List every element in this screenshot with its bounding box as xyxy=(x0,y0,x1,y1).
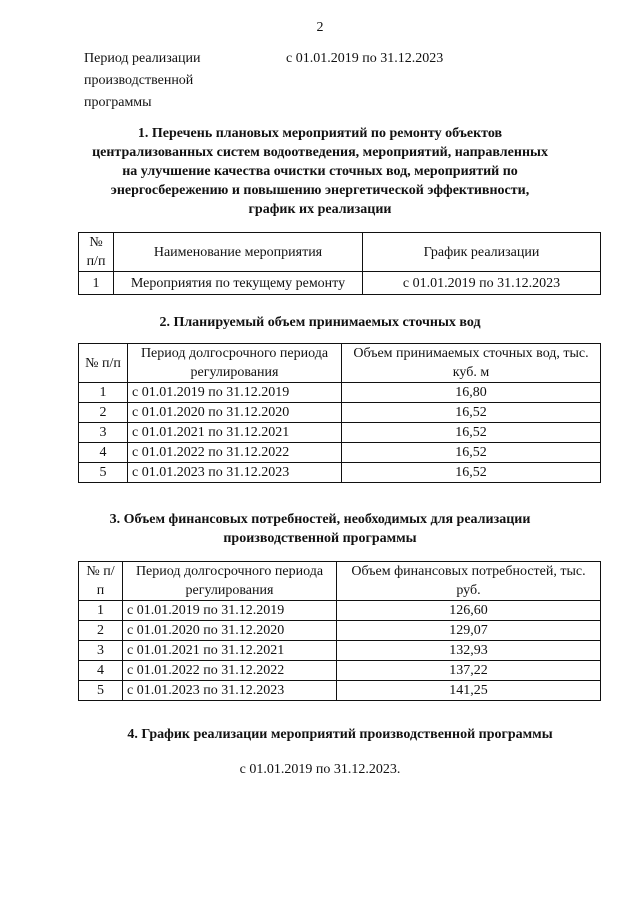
table-cell: 16,52 xyxy=(342,463,601,483)
table-row xyxy=(79,383,601,403)
table-cell: 4 xyxy=(79,661,123,681)
table-row xyxy=(79,403,601,423)
table-row xyxy=(79,463,601,483)
table-cell: 16,52 xyxy=(342,443,601,463)
page-number: 2 xyxy=(316,20,324,35)
table-cell: 5 xyxy=(79,681,123,701)
column-header: Период долгосрочного периода регулирования xyxy=(128,344,342,383)
table-row xyxy=(79,601,601,621)
column-header: № п/п xyxy=(79,562,123,601)
table-row xyxy=(79,641,601,661)
table-cell: с 01.01.2019 по 31.12.2019 xyxy=(123,601,337,621)
table-cell: 129,07 xyxy=(337,621,601,641)
column-header: № п/п xyxy=(79,344,128,383)
column-header: График реализации xyxy=(363,233,601,272)
section-4-title: 4. График реализации мероприятий производственной программы xyxy=(127,727,553,742)
table-cell: 126,60 xyxy=(337,601,601,621)
section-1-title: 1. Перечень плановых мероприятий по ремонту объектов централизованных систем водоотведения, мероприятий, направленных на улучшение качества очистки сточных вод, мероприятий по энергосбережению и повышению энергетической эффективности, график их реализации xyxy=(92,126,548,217)
table-cell: 141,25 xyxy=(337,681,601,701)
table-cell: с 01.01.2020 по 31.12.2020 xyxy=(123,621,337,641)
table-cell: с 01.01.2021 по 31.12.2021 xyxy=(128,423,342,443)
table-cell: с 01.01.2020 по 31.12.2020 xyxy=(128,403,342,423)
table-cell: 16,52 xyxy=(342,423,601,443)
table-row xyxy=(79,661,601,681)
section-3-title: 3. Объем финансовых потребностей, необходимых для реализации производственной программы xyxy=(109,512,531,546)
column-header: Объем принимаемых сточных вод, тыс. куб. м xyxy=(342,344,601,383)
table-row xyxy=(79,423,601,443)
financial-needs-table xyxy=(78,561,601,701)
table-cell: с 01.01.2019 по 31.12.2023 xyxy=(363,272,601,295)
table-header-row xyxy=(79,562,601,601)
wastewater-volume-table xyxy=(78,343,601,483)
table-row xyxy=(79,443,601,463)
table-header-row xyxy=(79,233,601,272)
table-cell: 4 xyxy=(79,443,128,463)
section-4-period: с 01.01.2019 по 31.12.2023. xyxy=(239,762,401,777)
table-cell: 132,93 xyxy=(337,641,601,661)
column-header: № п/п xyxy=(79,233,114,272)
table-cell: 1 xyxy=(79,272,114,295)
table-cell: Мероприятия по текущему ремонту xyxy=(114,272,363,295)
table-cell: 2 xyxy=(79,403,128,423)
activities-table xyxy=(78,232,601,295)
column-header: Период долгосрочного периода регулирования xyxy=(123,562,337,601)
table-cell: 137,22 xyxy=(337,661,601,681)
table-row xyxy=(79,621,601,641)
period-value: с 01.01.2019 по 31.12.2023 xyxy=(286,51,444,66)
table-cell: 16,52 xyxy=(342,403,601,423)
table-header-row xyxy=(79,344,601,383)
table-cell: 16,80 xyxy=(342,383,601,403)
table-cell: 2 xyxy=(79,621,123,641)
table-cell: 3 xyxy=(79,423,128,443)
table-cell: 1 xyxy=(79,383,128,403)
table-cell: с 01.01.2023 по 31.12.2023 xyxy=(123,681,337,701)
table-row xyxy=(79,272,601,295)
table-row xyxy=(79,681,601,701)
table-cell: 1 xyxy=(79,601,123,621)
table-cell: с 01.01.2022 по 31.12.2022 xyxy=(128,443,342,463)
table-cell: с 01.01.2021 по 31.12.2021 xyxy=(123,641,337,661)
table-cell: 5 xyxy=(79,463,128,483)
column-header: Наименование мероприятия xyxy=(114,233,363,272)
table-cell: с 01.01.2019 по 31.12.2019 xyxy=(128,383,342,403)
period-label: Период реализации производственной программы xyxy=(84,51,201,110)
column-header: Объем финансовых потребностей, тыс. руб. xyxy=(337,562,601,601)
table-cell: с 01.01.2022 по 31.12.2022 xyxy=(123,661,337,681)
table-cell: 3 xyxy=(79,641,123,661)
table-cell: с 01.01.2023 по 31.12.2023 xyxy=(128,463,342,483)
section-2-title: 2. Планируемый объем принимаемых сточных вод xyxy=(159,315,481,330)
